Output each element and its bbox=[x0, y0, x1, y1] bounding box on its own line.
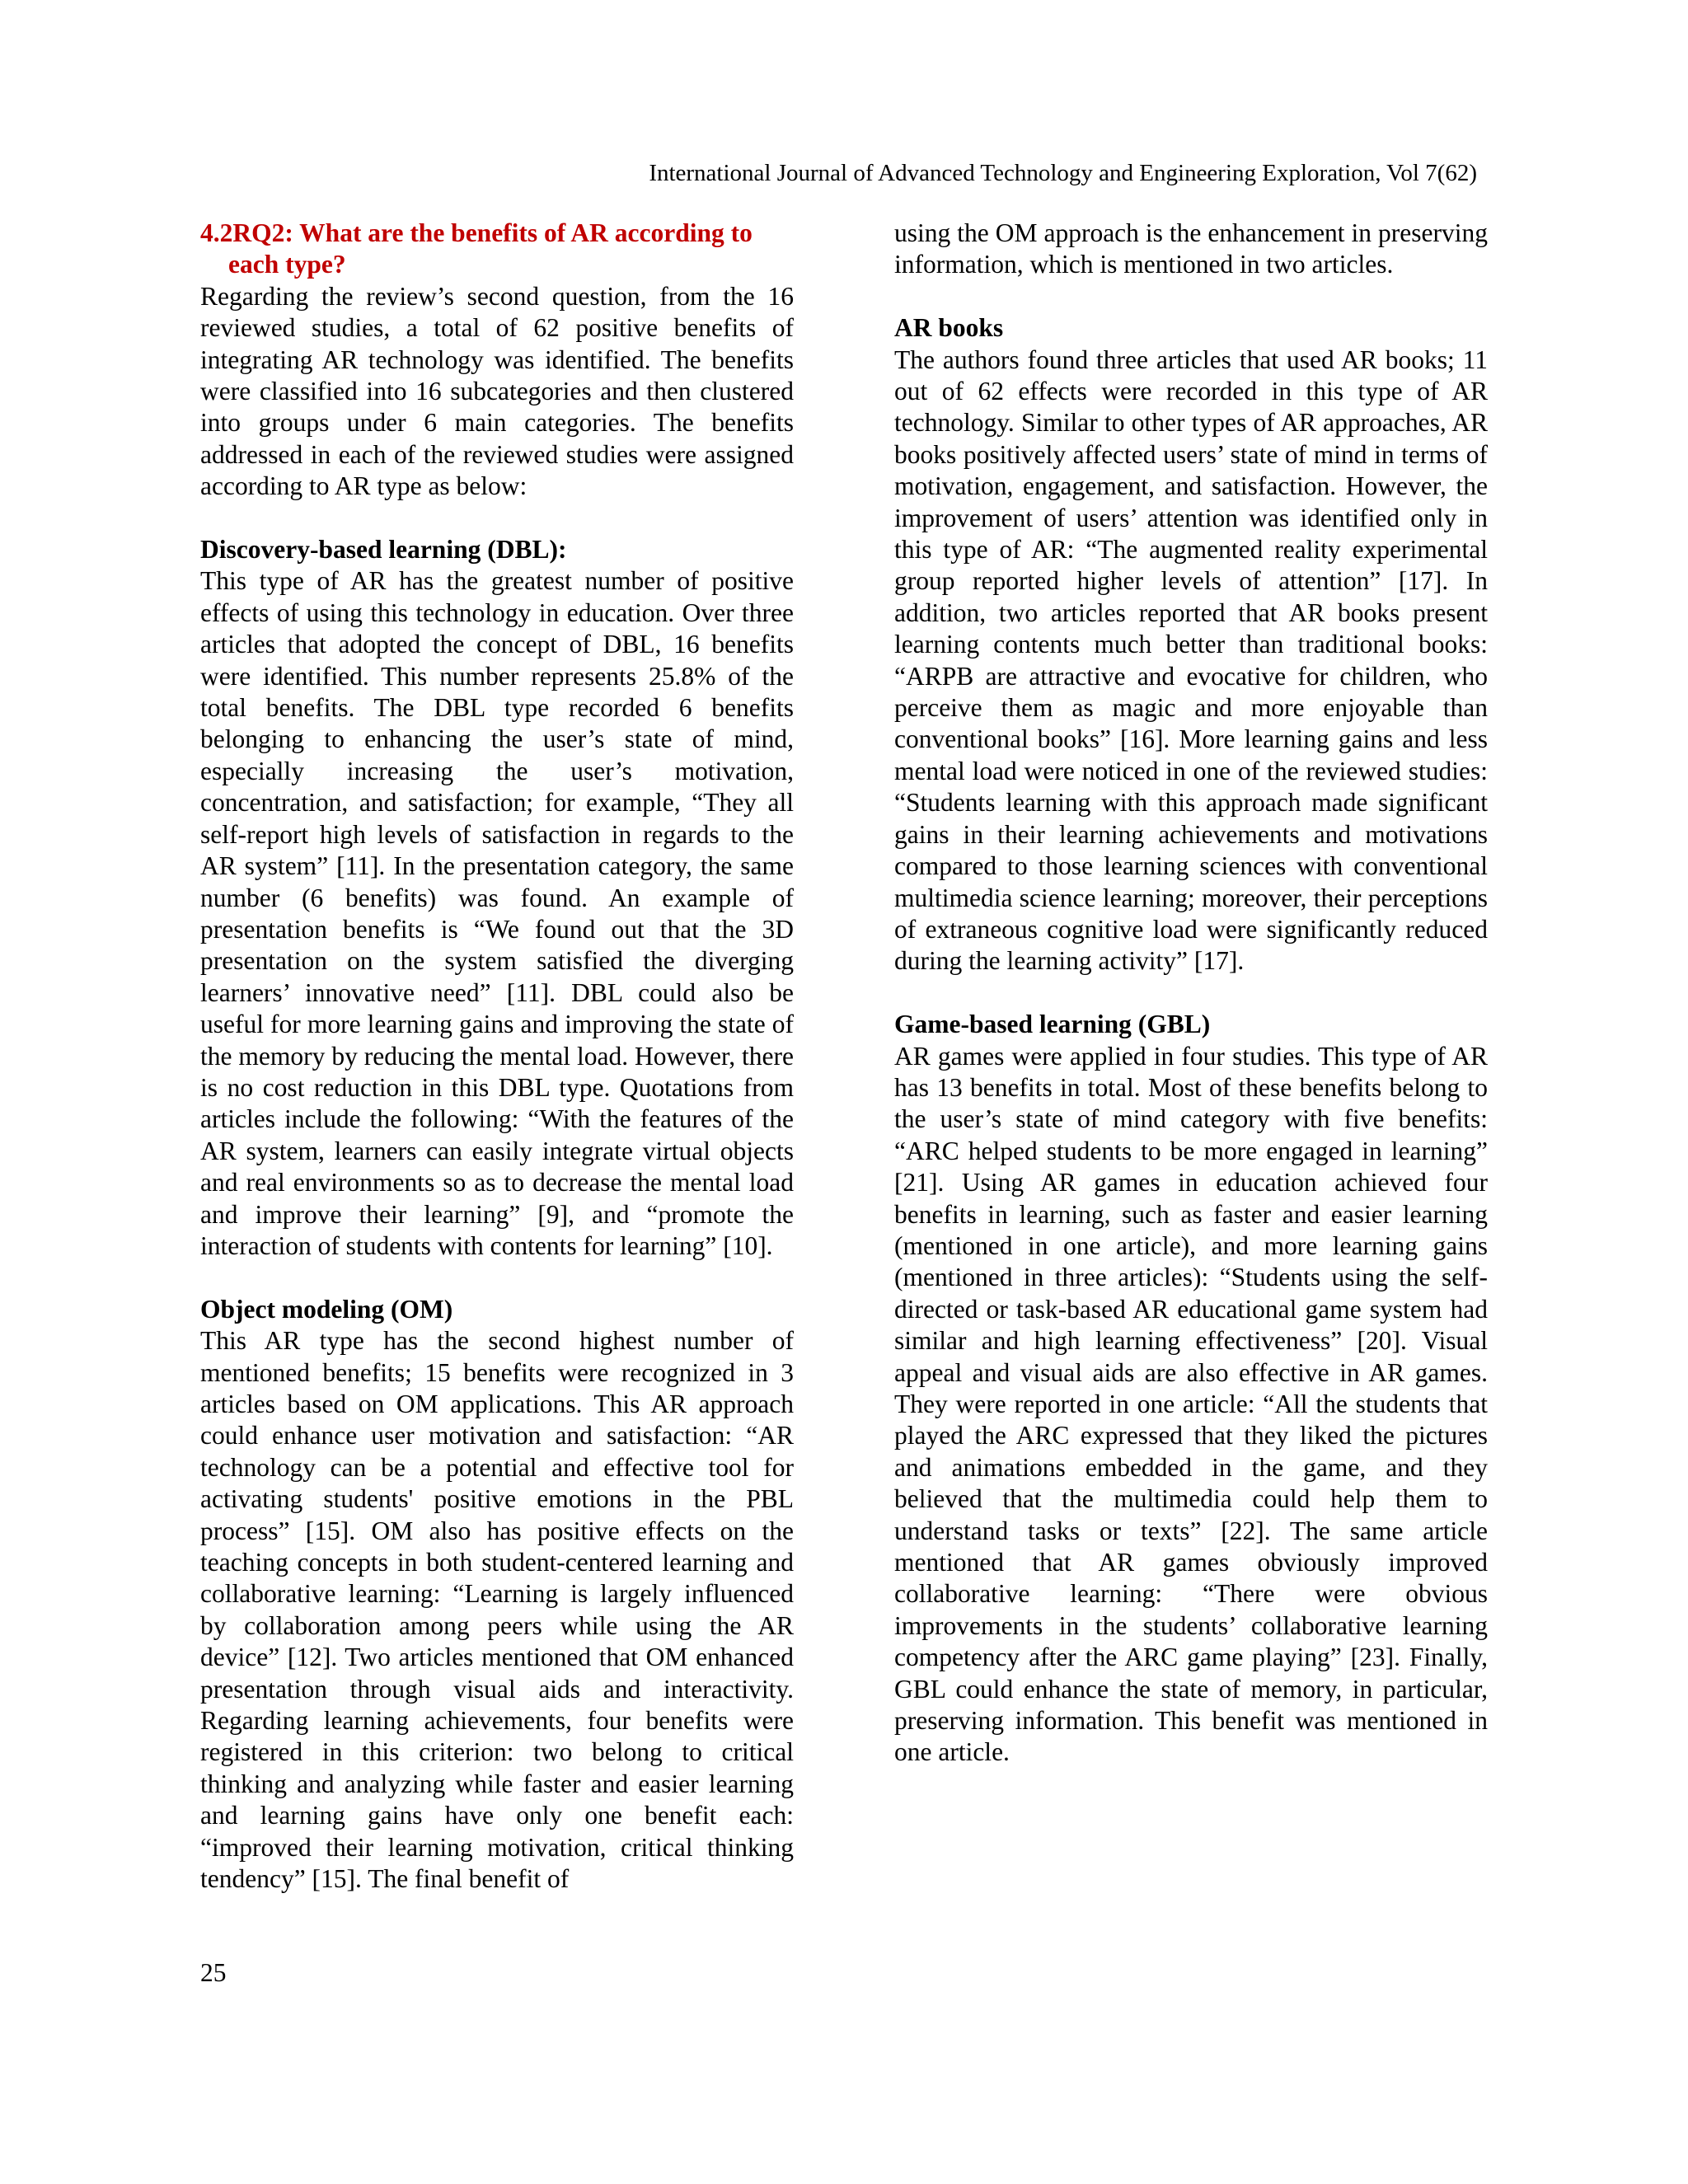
om-paragraph: This AR type has the second highest number of mentioned benefits; 15 benefits were recognized in 3 articles based on OM applications. This AR approach could enhance user motivation and satisfaction: “AR technology can be a potential and effective tool for activating students' positive emotions in the PBL process” [15]. OM also has positive effects on the teaching concepts in both student-centered learning and collaborative learning: “Learning is largely influenced by collaboration among peers while using the AR device” [12]. Two articles mentioned that OM enhanced presentation through visual aids and interactivity. Regarding learning achievements, four benefits were registered in this criterion: two belong to critical thinking and analyzing while faster and easier learning and learning gains have only one benefit each: “improved their learning motivation, critical thinking tendency” [15]. The final benefit of bbox=[200, 1326, 794, 1894]
right-column bbox=[894, 218, 1488, 1769]
page-number: 25 bbox=[200, 1958, 227, 1987]
gbl-heading: Game-based learning (GBL) bbox=[894, 1010, 1211, 1039]
dbl-heading: Discovery-based learning (DBL): bbox=[200, 535, 567, 565]
arbooks-heading: AR books bbox=[894, 313, 1004, 343]
dbl-paragraph: This type of AR has the greatest number of positive effects of using this technology in education. Over three articles that adopted the concept of DBL, 16 benefits were identified. This number represents 25.8% of the total benefits. The DBL type recorded 6 benefits belonging to enhancing the user’s state of mind, especially increasing the user’s motivation, concentration, and satisfaction; for example, “They all self-report high levels of satisfaction in regards to the AR system” [11]. In the presentation category, the same number (6 benefits) was found. An example of presentation benefits is “We found out that the 3D presentation on the system satisfied the diverging learners’ innovative need” [11]. DBL could also be useful for more learning gains and improving the state of the memory by reducing the mental load. However, there is no cost reduction in this DBL type. Quotations from articles include the following: “With the features of the AR system, learners can easily integrate virtual objects and real environments so as to decrease the mental load and improve their learning” [9], and “promote the interaction of students with contents for learning” [10]. bbox=[200, 566, 794, 1260]
om-paragraph-continued: using the OM approach is the enhancement in preserving information, which is mentioned in two articles. bbox=[894, 218, 1488, 279]
gbl-paragraph: AR games were applied in four studies. This type of AR has 13 benefits in total. Most of these benefits belong to the user’s state of mind category with five benefits: “ARC helped students to be more engaged in learning” [21]. Using AR games in education achieved four benefits in learning, such as faster and easier learning (mentioned in one article), and more learning gains (mentioned in three articles): “Students using the self-directed or task-based AR educational game system had similar and high learning effectiveness” [20]. Visual appeal and visual aids are also effective in AR games. They were reported in one article: “All the students that played the ARC expressed that they liked the pictures and animations embedded in the game, and they believed that the multimedia could help them to understand tasks or texts” [22]. The same article mentioned that AR games obviously improved collaborative learning: “There were obvious improvements in the students’ collaborative learning competency after the ARC game playing” [23]. Finally, GBL could enhance the state of memory, in particular, preserving information. This benefit was mentioned in one article. bbox=[894, 1041, 1488, 1767]
left-column bbox=[200, 218, 794, 1896]
arbooks-paragraph: The authors found three articles that used AR books; 11 out of 62 effects were recorded in this type of AR technology. Similar to other types of AR approaches, AR books positively affected users’ state of mind in terms of motivation, engagement, and satisfaction. However, the improvement of users’ attention was identified only in this type of AR: “The augmented reality experimental group reported higher levels of attention” [17]. In addition, two articles reported that AR books present learning contents much better than traditional books: “ARPB are attractive and evocative for children, who perceive them as magic and more enjoyable than conventional books” [16]. More learning gains and less mental load were noticed in one of the reviewed studies: “Students learning with this approach made significant gains in their learning achievements and motivations compared to those learning sciences with conventional multimedia science learning; moreover, their perceptions of extraneous cognitive load were significantly reduced during the learning activity” [17]. bbox=[894, 344, 1488, 976]
om-heading: Object modeling (OM) bbox=[200, 1294, 453, 1324]
running-header: International Journal of Advanced Technology and Engineering Exploration, Vol 7(62) bbox=[649, 160, 1477, 186]
intro-paragraph: Regarding the review’s second question, from the 16 reviewed studies, a total of 62 positive benefits of integrating AR technology was identified. The benefits were classified into 16 subcategories and then clustered into groups under 6 main categories. The benefits addressed in each of the reviewed studies were assigned according to AR type as below: bbox=[200, 281, 794, 501]
section-title: 4.2RQ2: What are the benefits of AR according to each type? bbox=[200, 218, 753, 279]
